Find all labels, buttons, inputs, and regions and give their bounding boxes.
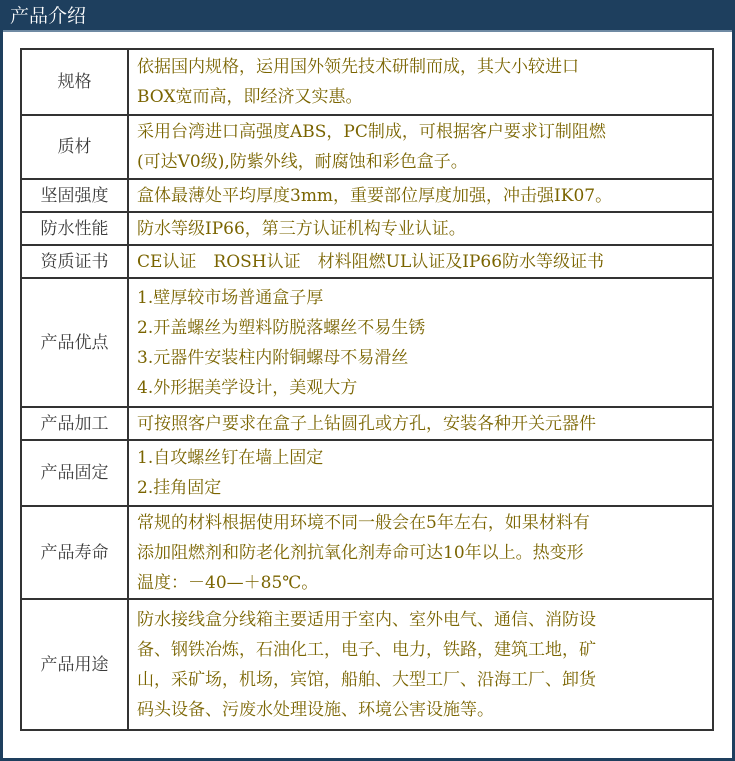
row-value-fixing [128,440,713,506]
table-row [21,49,713,115]
row-label-certificates: 资质证书 [21,245,128,278]
row-label-processing: 产品加工 [21,407,128,440]
row-value-waterproof [128,212,713,245]
value-line: 盒体最薄处平均厚度3mm，重要部位厚度加强，冲击强IK07。 [137,185,613,206]
list-item: 2.挂角固定 [137,478,222,498]
row-value-spec [128,49,713,115]
row-label-spec: 规格 [21,49,128,115]
table-row [21,278,713,407]
value-line: 添加阻燃剂和防老化剂抗氧化剂寿命可达10年以上。热变形 [137,542,584,563]
list-item: 1.自攻螺丝钉在墙上固定 [137,448,324,468]
row-value-lifespan [128,506,713,599]
table-row [21,245,713,278]
table-row [21,407,713,440]
row-value-applications [128,599,713,730]
spec-table [20,48,714,731]
value-line: 码头设备、污废水处理设施、环境公害设施等。 [137,699,494,720]
row-label-strength: 坚固强度 [21,179,128,212]
value-line: (可达V0级),防紫外线，耐腐蚀和彩色盒子。 [137,152,468,172]
row-value-processing [128,407,713,440]
panel-title: 产品介绍 [10,5,87,27]
value-line: 可按照客户要求在盒子上钻圆孔或方孔，安装各种开关元器件 [137,413,596,434]
value-line: CE认证 ROSH认证 材料阻燃UL认证及IP66防水等级证书 [137,251,605,272]
row-label-advantages: 产品优点 [21,278,128,407]
list-item: 4.外形据美学设计，美观大方 [137,377,358,398]
table-row [21,599,713,730]
value-line: 采用台湾进口高强度ABS，PC制成，可根据客户要求订制阻燃 [137,122,606,142]
table-row [21,440,713,506]
value-line: 依据国内规格，运用国外领先技术研制而成，其大小较进口 [137,57,579,77]
row-value-certificates [128,245,713,278]
row-value-material [128,115,713,179]
value-line: 防水等级IP66，第三方认证机构专业认证。 [137,218,466,239]
value-line: 山，采矿场，机场，宾馆，船舶、大型工厂、沿海工厂、卸货 [137,669,596,690]
row-label-lifespan: 产品寿命 [21,506,128,599]
list-item: 2.开盖螺丝为塑料防脱落螺丝不易生锈 [137,317,426,338]
table-row [21,179,713,212]
row-label-waterproof: 防水性能 [21,212,128,245]
row-value-advantages [128,278,713,407]
row-label-fixing: 产品固定 [21,440,128,506]
row-label-applications: 产品用途 [21,599,128,730]
value-line: 温度：－40—＋85℃。 [137,572,319,593]
row-value-strength [128,179,713,212]
list-item: 3.元器件安装柱内附铜螺母不易滑丝 [137,347,409,368]
value-line: BOX宽而高，即经济又实惠。 [137,87,363,107]
panel-header [3,3,732,32]
list-item: 1.壁厚较市场普通盒子厚 [137,287,324,308]
table-row [21,115,713,179]
value-line: 常规的材料根据使用环境不同一般会在5年左右，如果材料有 [137,512,590,533]
table-row [21,506,713,599]
table-row [21,212,713,245]
value-line: 防水接线盒分线箱主要适用于室内、室外电气、通信、消防设 [137,609,596,630]
value-line: 备、钢铁冶炼，石油化工，电子、电力，铁路，建筑工地，矿 [137,639,596,660]
row-label-material: 质材 [21,115,128,179]
